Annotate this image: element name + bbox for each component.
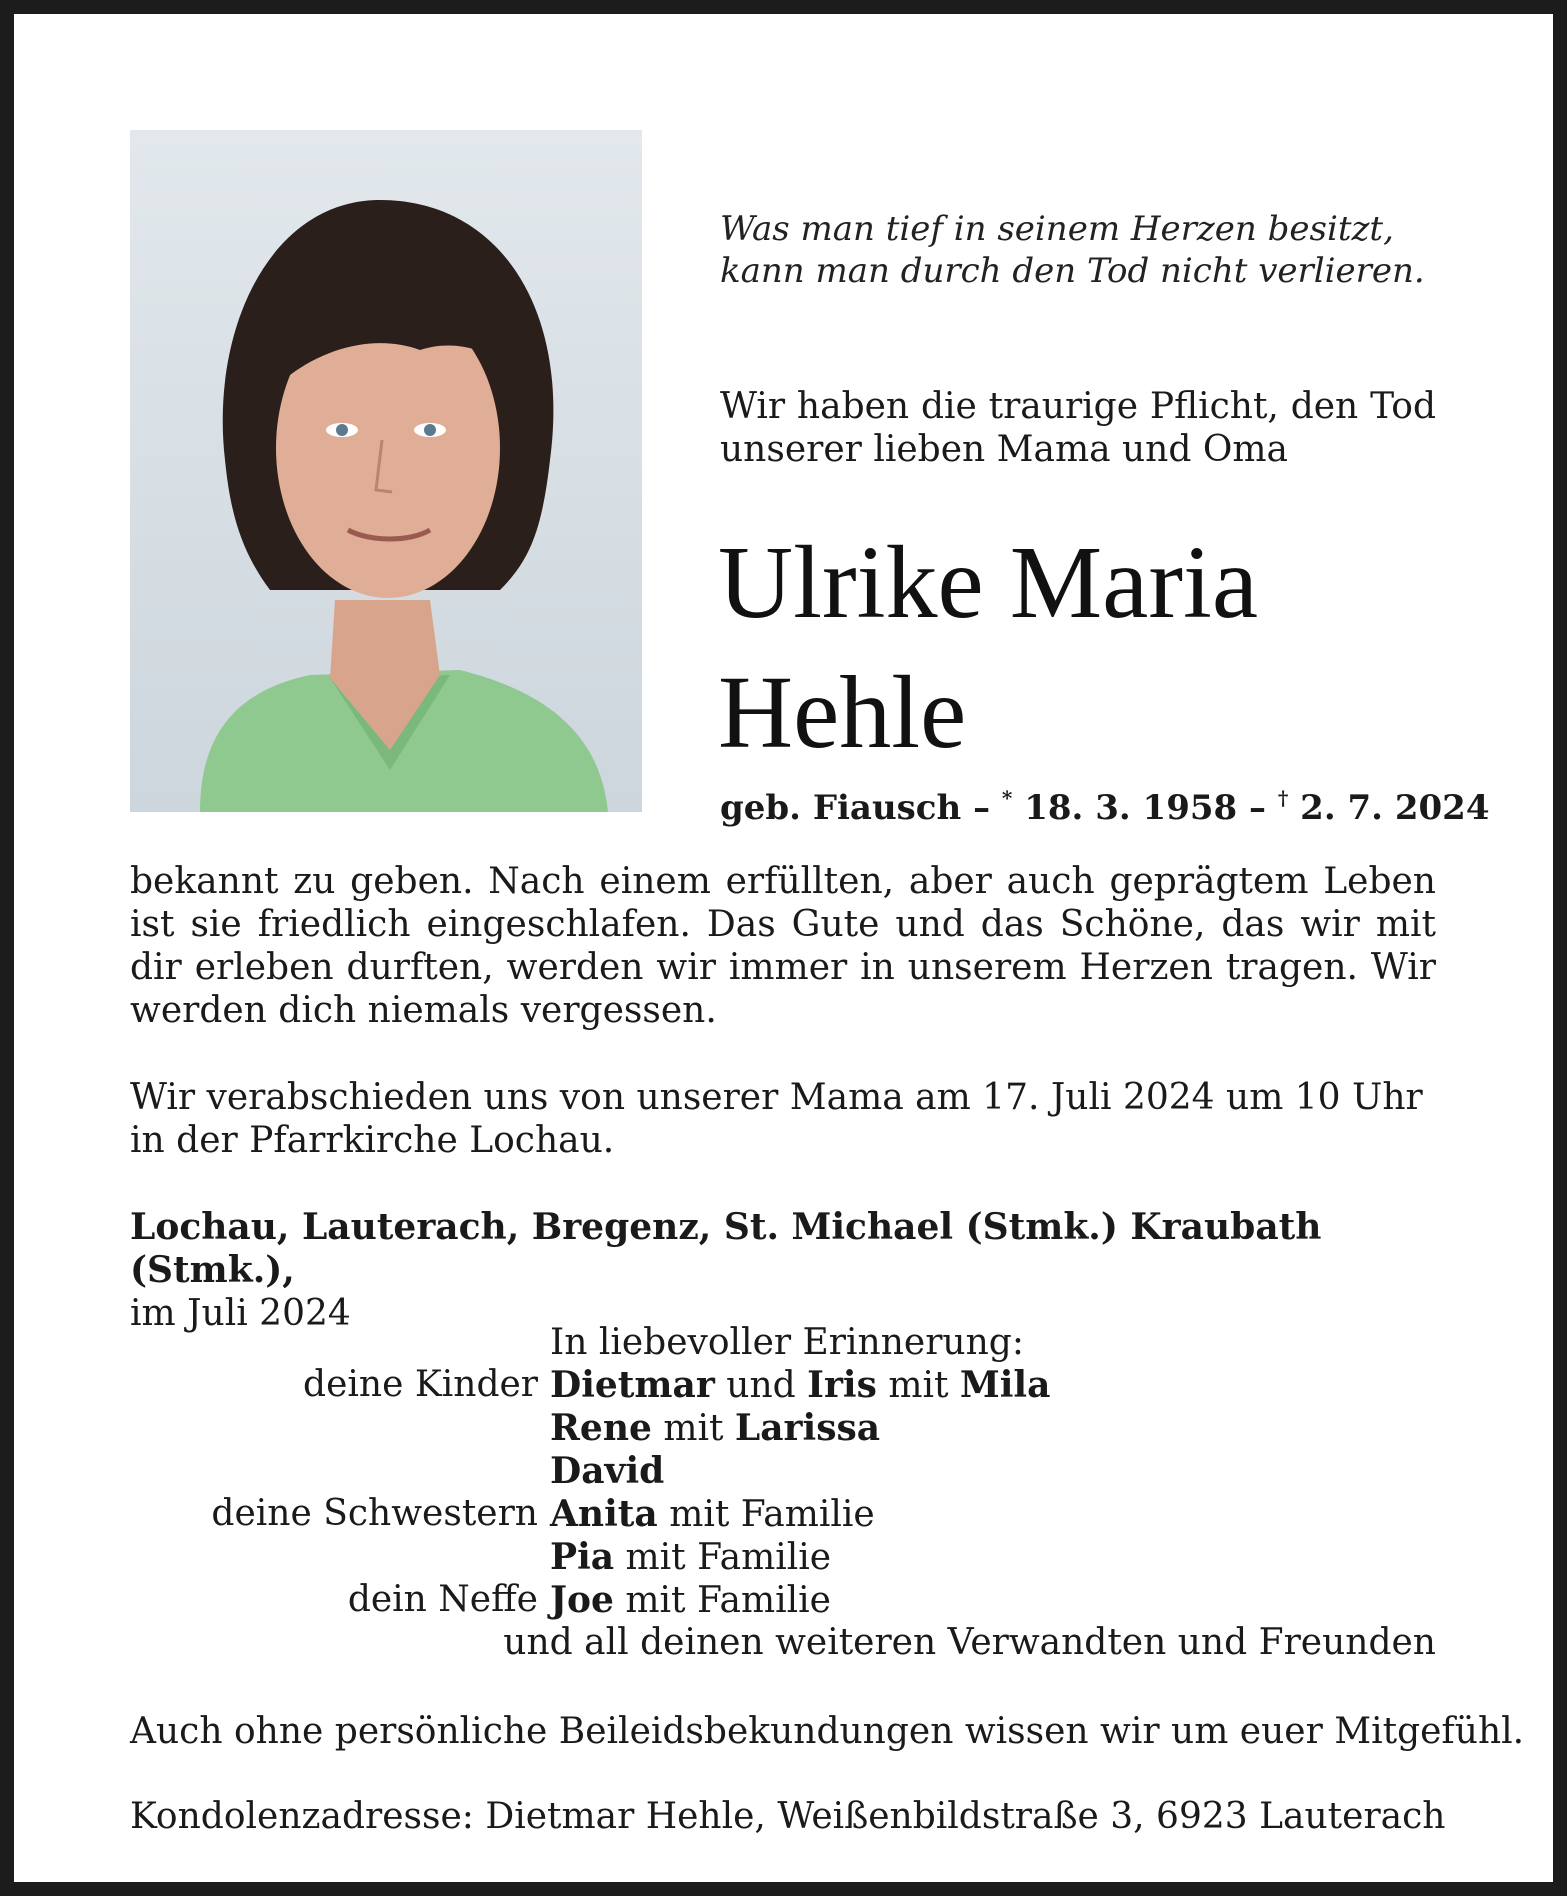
connector-text: mit — [876, 1365, 960, 1406]
family-row — [130, 1622, 1436, 1664]
children-label: deine Kinder — [303, 1364, 538, 1405]
family-member: Mila — [959, 1364, 1051, 1406]
condolence-address: Kondolenzadresse: Dietmar Hehle, Weißenbildstraße 3, 6923 Lauterach — [130, 1796, 1446, 1837]
family-member: Anita — [550, 1493, 658, 1535]
dash-separator: – — [961, 788, 1002, 828]
intro-text — [720, 385, 1436, 471]
family-list — [130, 1322, 1436, 1664]
family-heading-row — [130, 1322, 1436, 1364]
places-list: Lochau, Lauterach, Bregenz, St. Michael (Stmk.) Kraubath (Stmk.), — [130, 1206, 1322, 1291]
family-member: Pia — [550, 1536, 615, 1578]
family-row — [130, 1450, 1436, 1493]
family-heading: In liebevoller Erinnerung: — [550, 1322, 1024, 1363]
portrait-photo — [130, 130, 642, 812]
date-line: im Juli 2024 — [130, 1293, 351, 1334]
birth-name: geb. Fiausch — [720, 788, 962, 828]
death-date: 2. 7. 2024 — [1288, 788, 1490, 828]
intro-line-2: unserer lieben Mama und Oma — [720, 429, 1288, 470]
connector-text: und — [714, 1365, 808, 1406]
family-member: Rene — [550, 1407, 652, 1449]
paragraph-funeral: Wir verabschieden uns von unserer Mama am 17. Juli 2024 um 10 Uhr in der Pfarrkirche Lochau. — [130, 1077, 1423, 1161]
connector-text: mit — [651, 1408, 735, 1449]
family-member: Larissa — [734, 1407, 881, 1449]
life-dates — [720, 778, 1489, 828]
family-row — [130, 1493, 1436, 1536]
family-row — [130, 1364, 1436, 1407]
birth-date: 18. 3. 1958 — [1012, 788, 1238, 828]
deceased-name — [718, 518, 1258, 778]
family-row — [130, 1536, 1436, 1579]
relatives-line: und all deinen weiteren Verwandten und Freunden — [503, 1622, 1436, 1663]
family-member: Joe — [550, 1579, 614, 1621]
birth-symbol: * — [1001, 786, 1013, 810]
memorial-quote — [720, 208, 1460, 292]
connector-text: mit Familie — [657, 1494, 875, 1535]
body-text — [130, 860, 1436, 1335]
deceased-first-names: Ulrike Maria — [718, 525, 1259, 640]
places-line — [130, 1206, 1436, 1335]
death-symbol: † — [1277, 786, 1289, 810]
closing-note: Auch ohne persönliche Beileidsbekundungen wissen wir um euer Mitgefühl. — [130, 1711, 1525, 1752]
connector-text: mit Familie — [614, 1537, 832, 1578]
dash-separator: – — [1237, 788, 1278, 828]
paragraph-announcement: bekannt zu geben. Nach einem erfüllten, aber auch geprägtem Leben ist sie friedlich eingeschlafen. Das Gute und das Schöne, das wir mit dir erleben durften, werden wir immer in unserem Herzen tragen. Wir werden dich niemals vergessen. — [130, 861, 1436, 1031]
quote-line-1: Was man tief in seinem Herzen besitzt, — [720, 209, 1394, 249]
deceased-surname: Hehle — [718, 655, 967, 770]
family-member: Iris — [807, 1364, 877, 1406]
intro-line-1: Wir haben die traurige Pflicht, den Tod — [720, 386, 1436, 427]
nephew-label: dein Neffe — [347, 1579, 538, 1620]
sisters-label: deine Schwestern — [211, 1493, 538, 1534]
family-row — [130, 1579, 1436, 1622]
connector-text: mit Familie — [613, 1580, 831, 1621]
quote-line-2: kann man durch den Tod nicht verlieren. — [720, 251, 1425, 291]
family-row — [130, 1407, 1436, 1450]
family-member: Dietmar — [550, 1364, 715, 1406]
family-member: David — [550, 1450, 665, 1492]
